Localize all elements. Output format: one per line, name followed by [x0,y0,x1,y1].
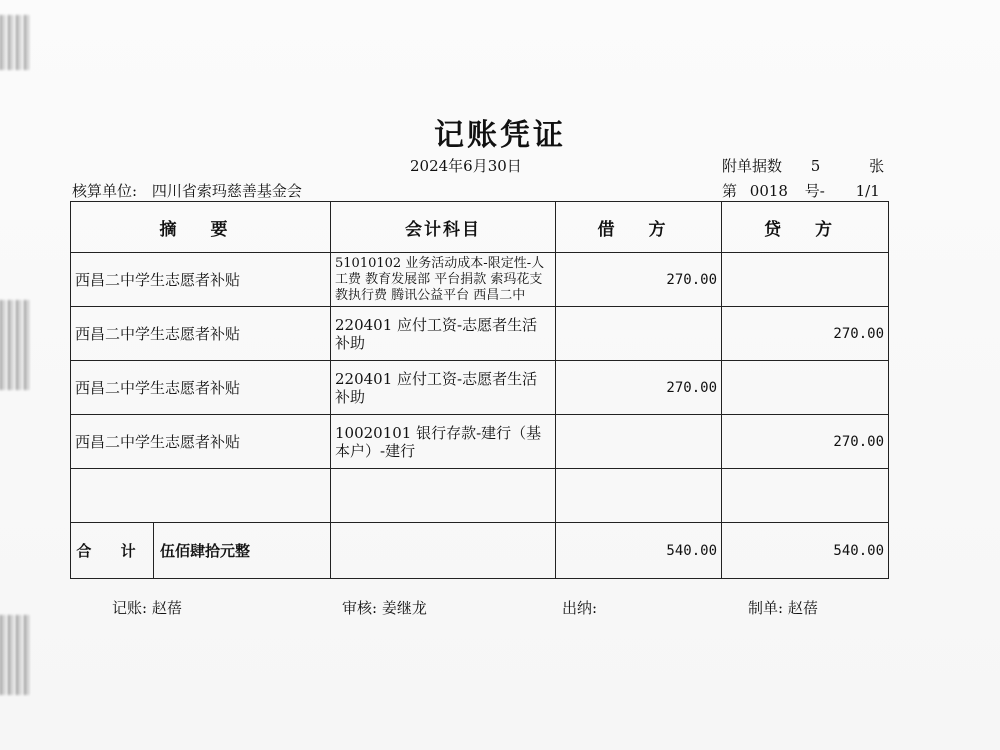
row-account [331,469,556,523]
table-row [71,415,889,469]
voucher-number-suffix: 号- [804,182,825,200]
scan-edge-mark-middle [0,300,30,390]
row-credit: 270.00 [722,307,889,361]
total-label: 合 计 [71,523,154,578]
voucher-date: 2024年6月30日 [410,157,522,175]
attachment-number: 5 [810,157,821,175]
scan-edge-mark-bottom [0,615,30,695]
table-row [71,361,889,415]
row-credit [722,361,889,415]
cashier-signature: 出纳: [562,599,598,617]
row-debit: 270.00 [556,253,722,307]
attachment-unit: 张 [869,157,885,175]
row-credit: 270.00 [722,415,889,469]
row-summary [71,469,331,523]
voucher-title: 记账凭证 [434,118,566,153]
table-row-empty [71,469,889,523]
header-summary: 摘 要 [71,202,331,253]
table-row [71,307,889,361]
row-summary: 西昌二中学生志愿者补贴 [71,415,331,469]
row-summary: 西昌二中学生志愿者补贴 [71,307,331,361]
header-credit: 贷 方 [722,202,889,253]
total-credit: 540.00 [722,523,889,579]
total-cell [71,523,331,579]
total-amount-words: 伍佰肆拾元整 [160,542,251,560]
scan-edge-mark-top [0,15,30,70]
total-row [71,523,889,579]
row-credit [722,253,889,307]
total-debit: 540.00 [556,523,722,579]
accounting-unit-name: 四川省索玛慈善基金会 [151,182,302,200]
voucher-page: 1/1 [855,182,880,200]
attachment-count [722,155,884,176]
row-summary: 西昌二中学生志愿者补贴 [71,253,331,307]
voucher-number [722,180,880,201]
row-debit [556,415,722,469]
row-credit [722,469,889,523]
header-account: 会计科目 [331,202,556,253]
row-account: 51010102 业务活动成本-限定性-人工费 教育发展部 平台捐款 索玛花支教执行费 腾讯公益平台 西昌二中 [331,253,556,307]
voucher-table [70,201,889,579]
row-debit [556,307,722,361]
voucher-number-prefix: 第 [722,182,738,200]
header-debit: 借 方 [556,202,722,253]
preparer-signature: 制单: 赵蓓 [748,599,818,617]
row-summary: 西昌二中学生志愿者补贴 [71,361,331,415]
table-header-row [71,202,889,253]
table-row [71,253,889,307]
row-account: 220401 应付工资-志愿者生活补助 [331,361,556,415]
row-account: 10020101 银行存款-建行（基本户）-建行 [331,415,556,469]
reviewer-signature: 审核: 姜继龙 [342,599,427,617]
voucher-number-value: 0018 [749,182,788,200]
bookkeeper-signature: 记账: 赵蓓 [112,599,182,617]
total-account-blank [331,523,556,579]
row-debit [556,469,722,523]
row-account: 220401 应付工资-志愿者生活补助 [331,307,556,361]
accounting-unit [72,180,302,201]
row-debit: 270.00 [556,361,722,415]
attachment-label: 附单据数 [722,157,783,175]
accounting-unit-label: 核算单位: [72,182,138,200]
